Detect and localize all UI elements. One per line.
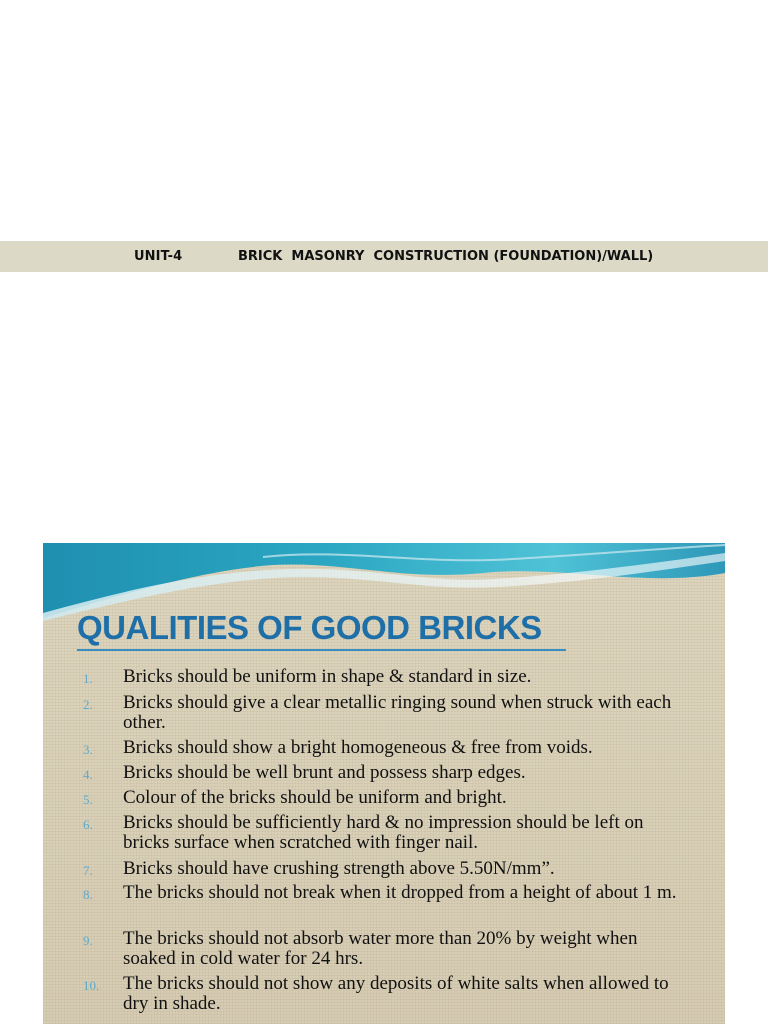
item-number: 9. (83, 933, 93, 948)
item-number: 7. (83, 863, 93, 878)
item-text: Bricks should have crushing strength above 5.50N/mm”. (123, 858, 555, 879)
header-title: BRICK MASONRY CONSTRUCTION (FOUNDATION)/WALL) (238, 249, 654, 264)
slide-image (43, 543, 725, 1024)
item-number: 8. (83, 887, 93, 902)
title-underline (77, 649, 566, 651)
item-text: Bricks should be sufficiently hard & no impression should be left on bricks surface when scratched with finger nail. (123, 812, 644, 853)
item-text: Bricks should be well brunt and possess sharp edges. (123, 762, 526, 783)
item-text: The bricks should not break when it dropped from a height of about 1 m. (123, 882, 677, 903)
item-number: 4. (83, 767, 93, 782)
slide-title: QUALITIES OF GOOD BRICKS (77, 609, 542, 646)
unit-label: UNIT-4 (134, 249, 183, 264)
page-header (0, 241, 768, 272)
item-number: 1. (83, 671, 93, 686)
item-number: 3. (83, 742, 93, 757)
item-text: The bricks should not absorb water more than 20% by weight when soaked in cold water for 24 hrs. (123, 928, 638, 969)
item-number: 5. (83, 792, 93, 807)
item-number: 6. (83, 817, 93, 832)
item-number: 10. (83, 978, 100, 993)
item-number: 2. (83, 697, 93, 712)
item-text: Bricks should give a clear metallic ringing sound when struck with each other. (123, 692, 672, 733)
item-text: The bricks should not show any deposits of white salts when allowed to dry in shade. (123, 973, 669, 1014)
item-text: Bricks should show a bright homogeneous & free from voids. (123, 737, 593, 758)
item-text: Bricks should be uniform in shape & standard in size. (123, 666, 532, 687)
item-text: Colour of the bricks should be uniform and bright. (123, 787, 507, 808)
